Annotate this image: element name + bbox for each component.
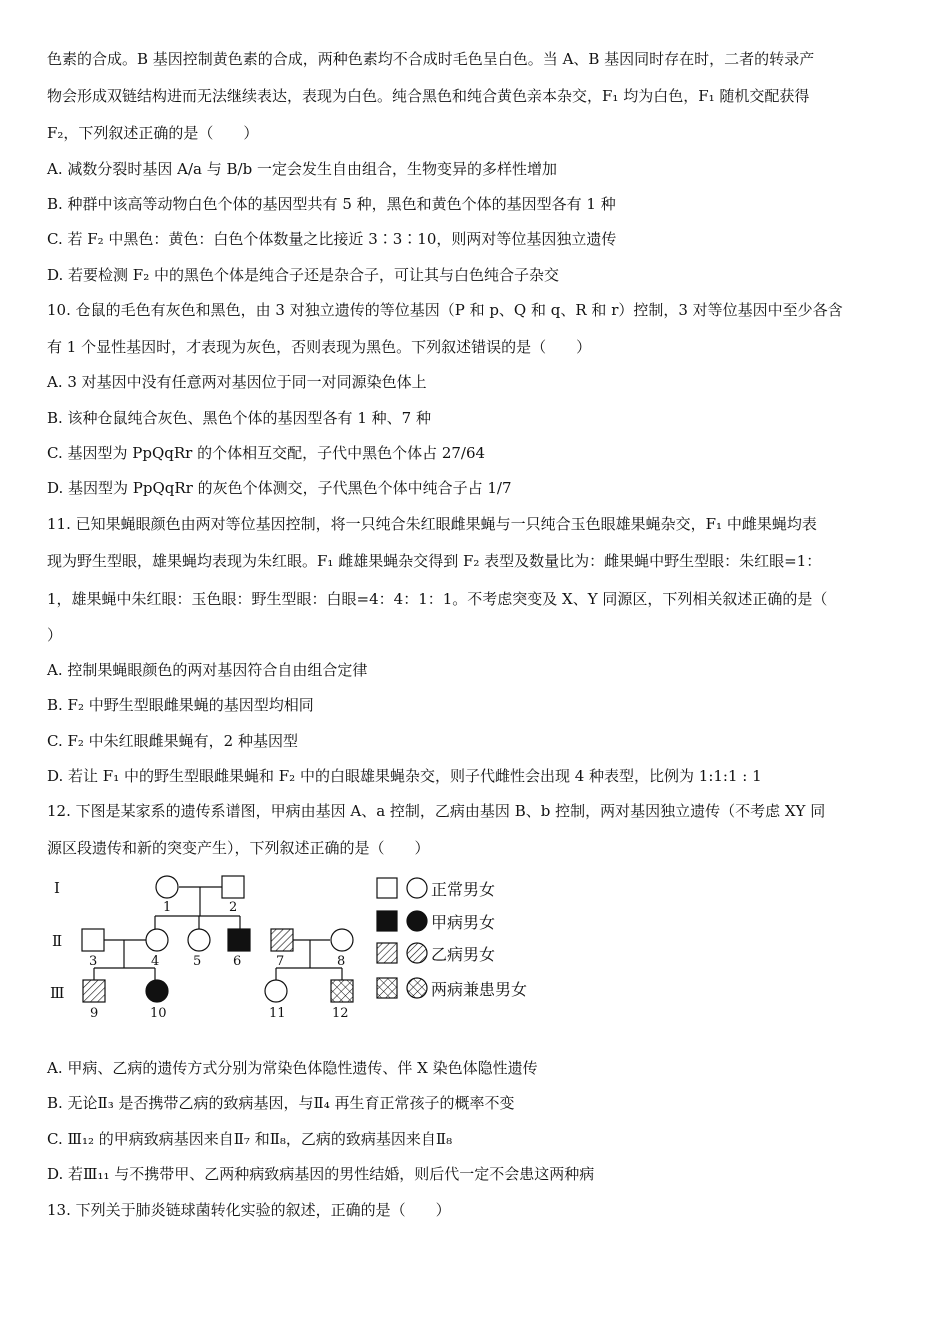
legend-normal-female-icon [407, 878, 427, 898]
pedigree-lines [94, 887, 342, 980]
legend-both-female-icon [407, 978, 427, 998]
q9-stem-line-3: F₂，下列叙述正确的是（ ） [47, 124, 259, 142]
legend-disease-a-label: 甲病男女 [431, 913, 496, 932]
legend-disease-b-female-icon [407, 943, 427, 963]
individual-12 [331, 980, 353, 1002]
individual-3 [82, 929, 104, 951]
q13-stem-line-1: 13. 下列关于肺炎链球菌转化实验的叙述，正确的是（ ） [47, 1201, 451, 1219]
individual-6 [228, 929, 250, 951]
individual-9 [83, 980, 105, 1002]
individual-8 [331, 929, 353, 951]
q12-option-a: A. 甲病、乙病的遗传方式分别为常染色体隐性遗传、伴 X 染色体隐性遗传 [47, 1059, 538, 1077]
label-7: 7 [276, 954, 285, 969]
q12-option-d: D. 若Ⅲ₁₁ 与不携带甲、乙两种病致病基因的男性结婚，则后代一定不会患这两种病 [47, 1165, 595, 1183]
q10-option-b: B. 该种仓鼠纯合灰色、黑色个体的基因型各有 1 种、7 种 [47, 409, 431, 427]
q11-option-b: B. F₂ 中野生型眼雌果蝇的基因型均相同 [47, 696, 314, 714]
q11-stem-line-3: 1，雄果蝇中朱红眼：玉色眼：野生型眼：白眼=4：4：1：1。不考虑突变及 X、Y 同源区，下列相关叙述正确的是（ [47, 590, 828, 608]
legend-normal-male-icon [377, 878, 397, 898]
generation-label-iii: Ⅲ [50, 984, 65, 1002]
q11-stem-line-4: ） [47, 626, 63, 644]
legend-disease-a-female-icon [407, 911, 427, 931]
individual-10 [146, 980, 168, 1002]
q11-option-a: A. 控制果蝇眼颜色的两对基因符合自由组合定律 [47, 661, 368, 679]
q11-option-d: D. 若让 F₁ 中的野生型眼雌果蝇和 F₂ 中的白眼雄果蝇杂交，则子代雌性会出现 4 种表型，比例为 1:1:1 : 1 [47, 767, 762, 785]
q11-stem-line-1: 11. 已知果蝇眼颜色由两对等位基因控制，将一只纯合朱红眼雌果蝇与一只纯合玉色眼雄果蝇杂交，F₁ 中雌果蝇均表 [47, 515, 817, 533]
label-1: 1 [163, 900, 172, 915]
legend-both-label: 两病兼患男女 [431, 980, 528, 999]
label-5: 5 [193, 954, 202, 969]
q10-option-d: D. 基因型为 PpQqRr 的灰色个体测交，子代黑色个体中纯合子占 1/7 [47, 479, 512, 497]
generation-label-i: Ⅰ [54, 879, 60, 897]
q9-option-a: A. 减数分裂时基因 A/a 与 B/b 一定会发生自由组合，生物变异的多样性增加 [47, 160, 557, 178]
pedigree-chart [40, 868, 540, 1028]
q12-option-c: C. Ⅲ₁₂ 的甲病致病基因来自Ⅱ₇ 和Ⅱ₈，乙病的致病基因来自Ⅱ₈ [47, 1130, 453, 1148]
individual-1 [156, 876, 178, 898]
individual-5 [188, 929, 210, 951]
individual-11 [265, 980, 287, 1002]
q10-option-c: C. 基因型为 PpQqRr 的个体相互交配，子代中黑色个体占 27/64 [47, 444, 486, 462]
legend-disease-b-male-icon [377, 943, 397, 963]
q11-option-c: C. F₂ 中朱红眼雌果蝇有，2 种基因型 [47, 732, 298, 750]
q10-stem-line-1: 10. 仓鼠的毛色有灰色和黑色，由 3 对独立遗传的等位基因（P 和 p、Q 和 q、R 和 r）控制，3 对等位基因中至少各含 [47, 301, 843, 319]
legend-both-male-icon [377, 978, 397, 998]
legend-disease-a-male-icon [377, 911, 397, 931]
q10-stem-line-2: 有 1 个显性基因时，才表现为灰色，否则表现为黑色。下列叙述错误的是（ ） [47, 338, 592, 356]
q12-option-b: B. 无论Ⅱ₃ 是否携带乙病的致病基因，与Ⅱ₄ 再生育正常孩子的概率不变 [47, 1094, 515, 1112]
q9-stem-line-2: 物会形成双链结构进而无法继续表达，表现为白色。纯合黑色和纯合黄色亲本杂交，F₁ 均为白色，F₁ 随机交配获得 [47, 87, 810, 105]
label-4: 4 [151, 954, 160, 969]
q9-option-c: C. 若 F₂ 中黑色：黄色：白色个体数量之比接近 3∶3∶10，则两对等位基因独立遗传 [47, 230, 617, 248]
q9-option-b: B. 种群中该高等动物白色个体的基因型共有 5 种，黑色和黄色个体的基因型各有 1 种 [47, 195, 616, 213]
q9-option-d: D. 若要检测 F₂ 中的黑色个体是纯合子还是杂合子，可让其与白色纯合子杂交 [47, 266, 559, 284]
q10-option-a: A. 3 对基因中没有任意两对基因位于同一对同源染色体上 [47, 373, 427, 391]
q9-stem-line-1: 色素的合成。B 基因控制黄色素的合成，两种色素均不合成时毛色呈白色。当 A、B 基因同时存在时，二者的转录产 [47, 50, 815, 68]
label-9: 9 [90, 1006, 99, 1021]
legend-normal-label: 正常男女 [431, 880, 496, 899]
label-2: 2 [229, 900, 238, 915]
label-12: 12 [332, 1006, 349, 1021]
legend-disease-b-label: 乙病男女 [431, 945, 496, 964]
generation-label-ii: Ⅱ [52, 932, 63, 950]
label-6: 6 [233, 954, 242, 969]
pedigree-legend [377, 878, 527, 999]
individual-2 [222, 876, 244, 898]
q11-stem-line-2: 现为野生型眼，雄果蝇均表现为朱红眼。F₁ 雌雄果蝇杂交得到 F₂ 表型及数量比为：雌果蝇中野生型眼：朱红眼=1： [47, 552, 822, 570]
label-8: 8 [337, 954, 346, 969]
q12-stem-line-2: 源区段遗传和新的突变产生），下列叙述正确的是（ ） [47, 839, 430, 857]
individual-4 [146, 929, 168, 951]
label-11: 11 [269, 1006, 286, 1021]
individual-7 [271, 929, 293, 951]
label-10: 10 [150, 1006, 167, 1021]
label-3: 3 [89, 954, 98, 969]
q12-stem-line-1: 12. 下图是某家系的遗传系谱图，甲病由基因 A、a 控制，乙病由基因 B、b 控制，两对基因独立遗传（不考虑 XY 同 [47, 802, 826, 820]
